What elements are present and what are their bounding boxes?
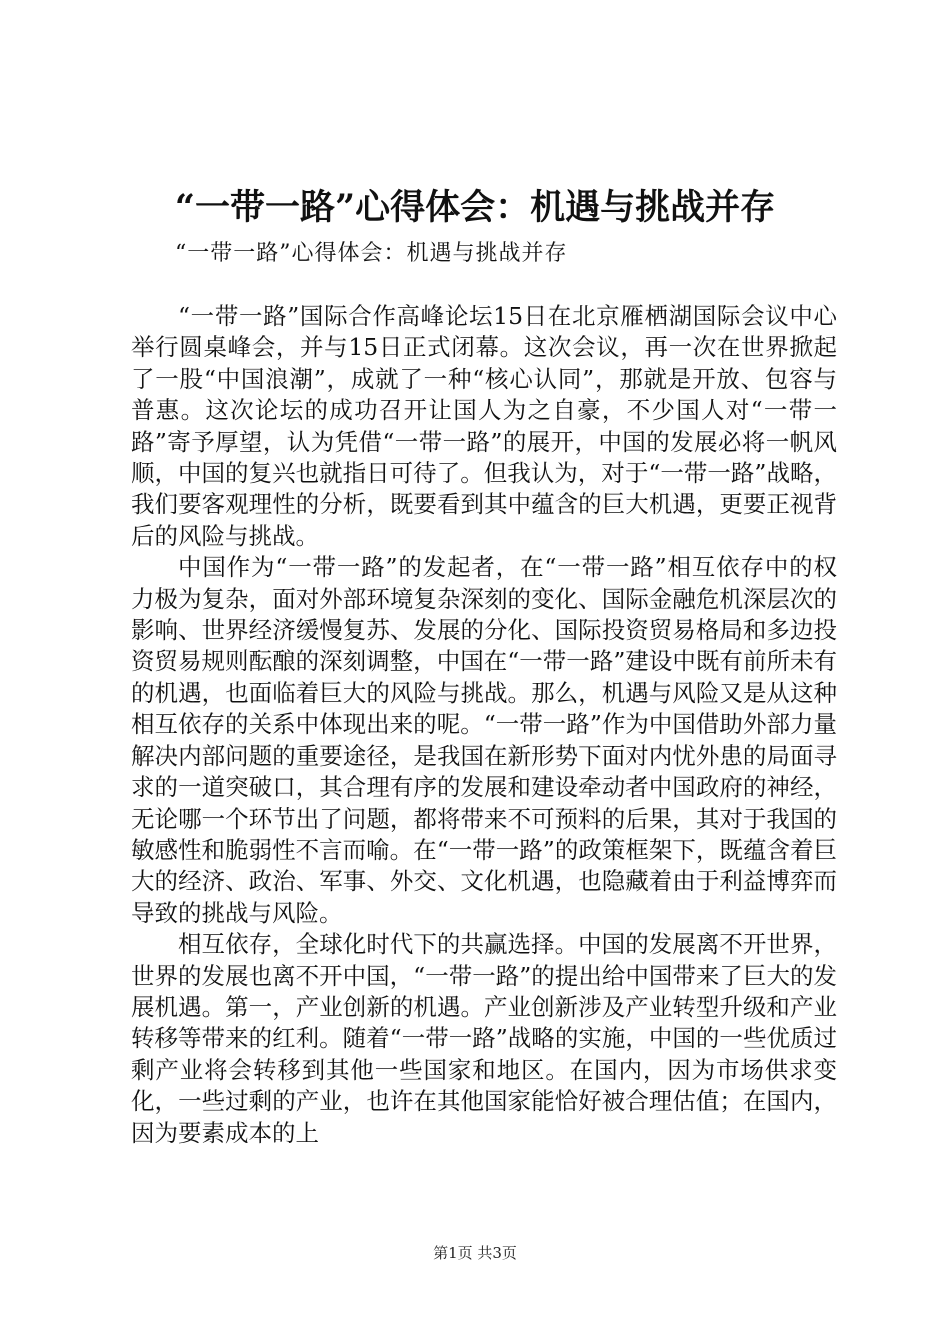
page-footer: 第1页 共3页 [433, 1244, 517, 1262]
document-body [131, 301, 837, 1149]
body-paragraph: “一带一路”国际合作高峰论坛15日在北京雁栖湖国际会议中心举行圆桌峰会，并与15日正式闭幕。这次会议，再一次在世界掀起了一股“中国浪潮”，成就了一种“核心认同”，那就是开放、包容与普惠。这次论坛的成功召开让国人为之自豪，不少国人对“一带一路”寄予厚望，认为凭借“一带一路”的展开，中国的发展必将一帆风顺，中国的复兴也就指日可待了。但我认为，对于“一带一路”战略，我们要客观理性的分析，既要看到其中蕴含的巨大机遇，更要正视背后的风险与挑战。 [131, 302, 837, 550]
body-paragraph: 中国作为“一带一路”的发起者，在“一带一路”相互依存中的权力极为复杂，面对外部环境复杂深刻的变化、国际金融危机深层次的影响、世界经济缓慢复苏、发展的分化、国际投资贸易格局和多边投资贸易规则酝酿的深刻调整，中国在“一带一路”建设中既有前所未有的机遇，也面临着巨大的风险与挑战。那么，机遇与风险又是从这种相互依存的关系中体现出来的呢。“一带一路”作为中国借助外部力量解决内部问题的重要途径，是我国在新形势下面对内忧外患的局面寻求的一道突破口，其合理有序的发展和建设牵动者中国政府的神经，无论哪一个环节出了问题，都将带来不可预料的后果，其对于我国的敏感性和脆弱性不言而喻。在“一带一路”的政策框架下，既蕴含着巨大的经济、政治、军事、外交、文化机遇，也隐藏着由于利益博弈而导致的挑战与风险。 [131, 553, 837, 927]
document-title: “一带一路”心得体会：机遇与挑战并存 [174, 187, 776, 228]
document-subtitle: “一带一路”心得体会：机遇与挑战并存 [175, 241, 568, 266]
body-paragraph: 相互依存，全球化时代下的共赢选择。中国的发展离不开世界，世界的发展也离不开中国，“一带一路”的提出给中国带来了巨大的发展机遇。第一，产业创新的机遇。产业创新涉及产业转型升级和产业转移等带来的红利。随着“一带一路”战略的实施，中国的一些优质过剩产业将会转移到其他一些国家和地区。在国内，因为市场供求变化，一些过剩的产业，也许在其他国家能恰好被合理估值；在国内，因为要素成本的上 [131, 930, 837, 1147]
